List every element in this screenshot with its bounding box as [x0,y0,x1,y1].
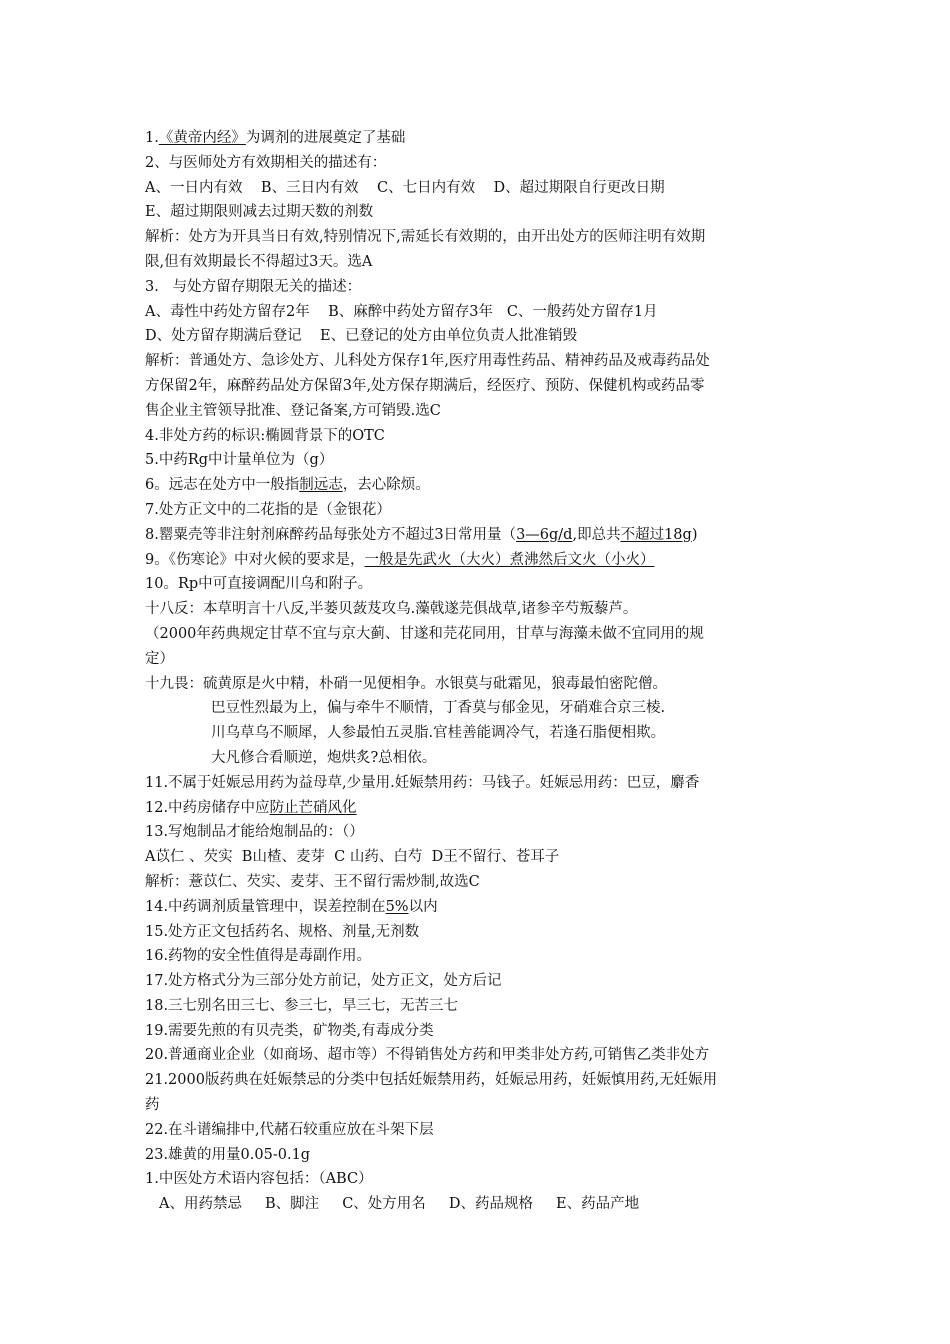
text-line: 20.普通商业企业（如商场、超市等）不得销售处方药和甲类非处方药,可销售乙类非处方 [145,1047,710,1064]
text-line: 1.中医处方术语内容包括：（ABC） [145,1171,373,1188]
underlined-text: 防止芒硝风化 [269,799,357,816]
text-span: 12.中药房储存中应 [145,799,270,816]
underlined-text: 一般是先武火（大火）煮沸然后文火（小火） [364,551,655,568]
text-line: 2、与医师处方有效期相关的描述有： [145,154,387,171]
text-line: 10。Rp中可直接调配川乌和附子。 [145,576,373,593]
underlined-text: 5% [385,898,409,915]
text-line: 5.中药Rg中计量单位为（g） [145,452,334,469]
text-line: A苡仁 、芡实 B山楂、麦芽 C 山药、白芍 D王不留行、苍耳子 [145,849,560,866]
text-line: 13.写炮制品才能给炮制品的：（） [145,824,364,841]
text-line: A、一日内有效 B、三日内有效 C、七日内有效 D、超过期限自行更改日期 [145,179,665,196]
text-line [145,895,825,920]
text-line: 19.需要先煎的有贝壳类，矿物类,有毒成分类 [145,1022,434,1039]
text-line: 17.处方格式分为三部分处方前记，处方正文，处方后记 [145,973,502,990]
text-line: 3. 与处方留存期限无关的描述： [145,278,362,295]
text-span: 以内 [408,898,438,915]
text-line [145,796,825,821]
text-line [145,126,825,151]
underlined-text: 3—6g/d [516,526,573,543]
text-line: A、用药禁忌 B、脚注 C、处方用名 D、药品规格 E、药品产地 [159,1196,640,1213]
text-line: 7.处方正文中的二花指的是（金银花） [145,501,391,518]
text-span: 为调剂的进展奠定了基础 [245,130,406,146]
text-line: 川乌草乌不顺犀，人参最怕五灵脂.官桂善能调冷气，若逢石脂便相欺。 [211,725,666,742]
text-line: 十九畏：硫黄原是火中精，朴硝一见便相争。水银莫与砒霜见，狼毒最怕密陀僧。 [145,675,667,692]
text-line: 16.药物的安全性值得是毒副作用。 [145,948,372,965]
document-page [145,126,825,1217]
text-line: E、超过期限则减去过期天数的剂数 [145,204,374,221]
text-line: 巴豆性烈最为上，偏与牵牛不顺情，丁香莫与郁金见，牙硝难合京三棱. [211,700,666,717]
text-span: 14.中药调剂质量管理中，误差控制在 [145,898,386,915]
text-line: 药 [145,1097,160,1114]
text-line: D、处方留存期满后登记 E、已登记的处方由单位负责人批准销毁 [145,328,578,345]
underlined-text: 不超过18g [620,526,692,543]
text-line: 18.三七别名田三七、参三七，旱三七，无苦三七 [145,997,459,1014]
text-line: （2000年药典规定甘草不宜与京大蓟、甘遂和芫花同用，甘草与海藻未做不宜同用的规 [145,625,704,642]
text-line: 解析：普通处方、急诊处方、儿科处方保存1年,医疗用毒性药品、精神药品及戒毒药品处 [145,353,710,370]
text-line [145,523,825,548]
text-line [145,548,825,573]
text-line [145,473,825,498]
text-span: ，去心除烦。 [342,477,430,494]
text-line: 解析：薏苡仁、芡实、麦芽、王不留行需炒制,故选C [145,873,480,890]
text-line: 定） [145,650,174,667]
text-line: 售企业主管领导批准、登记备案,方可销毁.选C [145,402,441,419]
text-line: A、毒性中药处方留存2年 B、麻醉中药处方留存3年 C、一般药处方留存1月 [145,303,658,320]
text-line: 限,但有效期最长不得超过3天。选A [145,253,373,270]
text-line: 11.不属于妊娠忌用药为益母草,少量用.妊娠禁用药：马钱子。妊娠忌用药：巴豆，麝香 [145,774,700,791]
underlined-text: 制远志 [299,477,343,494]
text-span: ,即总共 [572,526,621,543]
text-line: 21.2000版药典在妊娠禁忌的分类中包括妊娠禁用药，妊娠忌用药，妊娠慎用药,无妊娠用 [145,1072,718,1089]
text-line: 大凡修合看顺逆，炮烘炙?总相依。 [211,749,437,766]
text-line: 解析：处方为开具当日有效,特别情况下,需延长有效期的，由开出处方的医师注明有效期 [145,229,706,246]
text-line: 4.非处方药的标识:椭圆背景下的OTC [145,427,385,444]
text-span: ) [691,526,698,543]
text-line: 十八反：本草明言十八反,半蒌贝蔹芨攻乌.藻戟遂芫俱战草,诸参辛芍叛藜芦。 [145,601,638,618]
text-span: 6。远志在处方中一般指 [145,477,300,494]
text-line: 22.在斗谱编排中,代赭石较重应放在斗架下层 [145,1121,434,1138]
text-span: 1. [145,130,159,146]
text-line: 15.处方正文包括药名、规格、剂量,无剂数 [145,923,420,940]
underlined-text: 《黄帝内经》 [158,130,246,146]
text-line: 方保留2年，麻醉药品处方保留3年,处方保存期满后，经医疗、预防、保健机构或药品零 [145,377,705,394]
text-span: 9。《伤寒论》中对火候的要求是， [145,551,365,568]
text-line: 23.雄黄的用量0.05-0.1g [145,1146,311,1163]
text-span: 8.罂粟壳等非注射剂麻醉药品每张处方不超过3日常用量（ [145,526,517,543]
